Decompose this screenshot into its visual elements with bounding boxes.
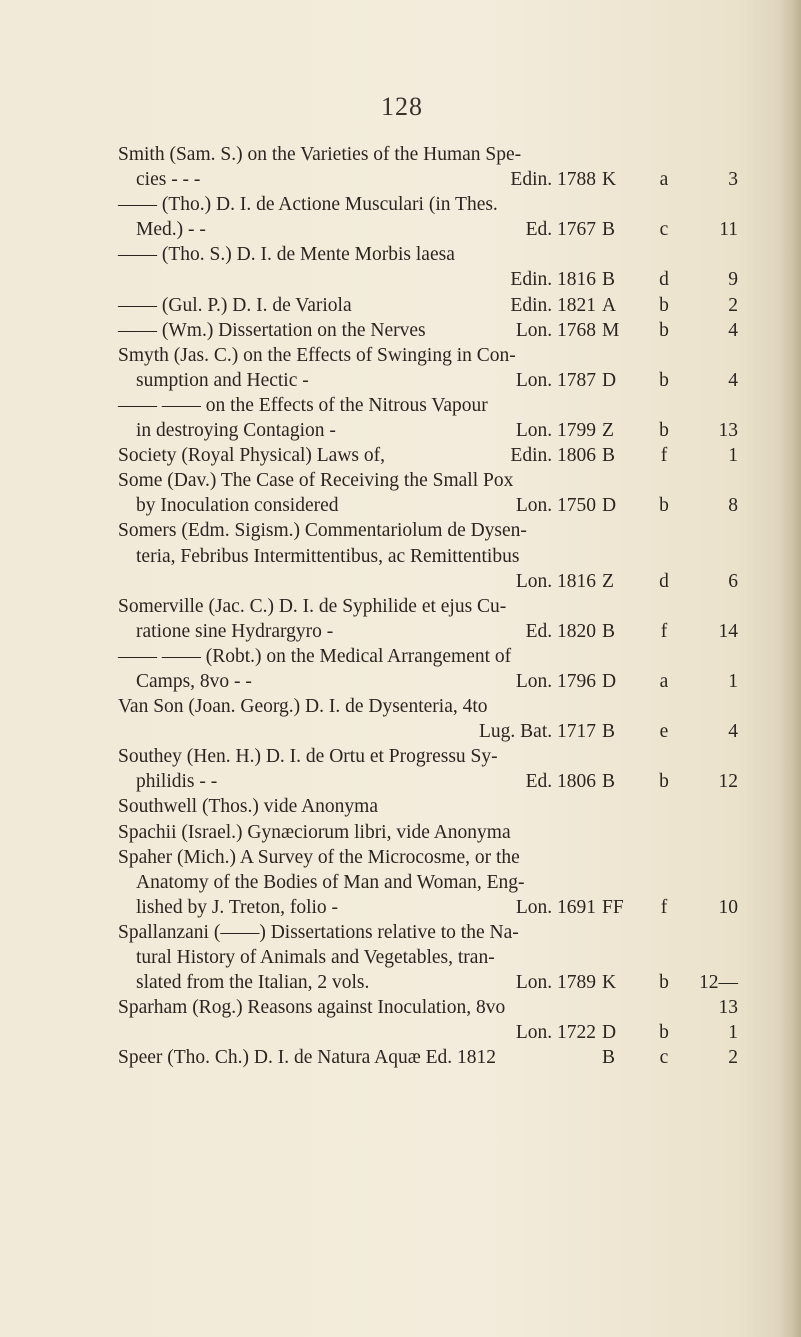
entry-line [118,694,596,719]
entry-text: Spallanzani (——) Dissertations relative to the Na- [118,921,519,943]
shelf-shelf: b [659,1022,669,1044]
entry-text: Somerville (Jac. C.) D. I. de Syphilide et ejus Cu- [118,595,507,617]
page-number: 128 [381,92,423,121]
shelf-shelf: b [659,420,669,442]
entry-text: Southey (Hen. H.) D. I. de Ortu et Progressu Sy- [118,746,498,768]
catalogue-entry [118,468,738,518]
entry-text: by Inoculation considered [136,495,339,517]
entry-imprint: Edin. 1821 [510,294,596,316]
shelf-number: 8 [728,495,738,517]
shelf-number: 1 [728,1022,738,1044]
entry-line [118,393,596,418]
shelf-number: 11 [719,219,738,241]
entry-text: Somers (Edm. Sigism.) Commentariolum de Dysen- [118,520,527,542]
catalogue-entry [118,794,738,819]
entry-line [118,594,596,619]
shelf-shelf: d [659,269,669,291]
shelf-mark [602,970,738,1019]
catalogue-entry [118,694,738,744]
entry-text: philidis - - [136,771,218,793]
entry-imprint: Ed. 1820 [525,620,596,642]
entry-text: Camps, 8vo - - [136,670,252,692]
entry-line [118,769,596,794]
entry-line [118,293,596,318]
shelf-shelf: b [659,771,669,793]
shelf-mark [602,167,738,192]
catalogue-entry [118,644,738,694]
entry-line [118,142,596,167]
entry-line [118,644,596,669]
entry-text: Southwell (Thos.) vide Anonyma [118,796,378,818]
shelf-press: D [602,495,617,517]
shelf-number: 1 [728,445,738,467]
entry-line [118,468,596,493]
shelf-shelf: c [659,1047,669,1069]
catalogue-entry [118,393,738,443]
entry-text: —— (Wm.) Dissertation on the Nerves [118,319,426,341]
entry-line [118,1045,596,1070]
entry-line [118,518,596,543]
shelf-shelf: b [659,495,669,517]
entry-imprint: Lon. 1768 [515,319,596,341]
catalogue-entry [118,192,738,242]
shelf-shelf: f [660,620,668,642]
shelf-press: B [602,219,616,241]
entry-text: Society (Royal Physical) Laws of, [118,445,385,467]
entry-line [118,895,596,920]
shelf-shelf: c [659,219,669,241]
shelf-mark [602,217,738,242]
shelf-number [686,820,738,845]
shelf-number: 9 [728,269,738,291]
shelf-mark [602,769,738,794]
shelf-press: M [602,319,620,341]
entry-line [118,493,596,518]
shelf-press [602,794,642,819]
entry-line [118,995,596,1020]
entry-text: Speer (Tho. Ch.) D. I. de Natura Aquæ Ed. 1812 [118,1047,497,1069]
entry-text: —— (Gul. P.) D. I. de Variola [118,294,352,316]
shelf-number: 6 [728,570,738,592]
shelf-press: K [602,972,617,994]
shelf-press: FF [602,896,624,918]
entry-imprint: Edin. 1806 [510,445,596,467]
entry-text: Spaher (Mich.) A Survey of the Microcosme, or the [118,846,520,868]
entry-line [118,242,596,267]
shelf-number: 14 [718,620,738,642]
shelf-shelf: f [660,445,668,467]
entry-text: —— (Tho. S.) D. I. de Mente Morbis laesa [118,244,455,266]
shelf-number: 12 [718,771,738,793]
entry-line [118,719,596,744]
entry-line [118,267,596,292]
entry-line [118,945,596,970]
entry-line [118,794,596,819]
shelf-number: 1 [728,670,738,692]
shelf-mark [602,267,738,292]
entry-line [118,920,596,945]
shelf-mark [602,820,738,845]
shelf-mark [602,443,738,468]
catalogue-entry [118,594,738,644]
entry-imprint: Edin. 1788 [510,169,596,191]
catalogue-entry [118,1045,738,1070]
entry-text: Smith (Sam. S.) on the Varieties of the Human Spe- [118,144,522,165]
shelf-press: B [602,445,616,467]
catalogue-entries [118,142,738,1070]
catalogue-entry [118,443,738,468]
shelf-number: 13 [718,420,738,442]
entry-text: Sparham (Rog.) Reasons against Inoculation, 8vo [118,997,506,1019]
entry-text: —— (Tho.) D. I. de Actione Musculari (in Thes. [118,194,498,216]
shelf-press: Z [602,420,614,442]
entry-line [118,544,596,569]
shelf-mark [602,368,738,393]
shelf-number: 2 [728,294,738,316]
entry-line [118,318,596,343]
shelf-press: D [602,1022,617,1044]
catalogue-entry [118,995,738,1045]
shelf-number: 4 [728,721,738,743]
catalogue-entry [118,518,738,593]
shelf-mark [602,895,738,920]
entry-line [118,744,596,769]
shelf-shelf: f [660,896,668,918]
entry-text: teria, Febribus Intermittentibus, ac Remittentibus [136,545,520,567]
entry-text: Spachii (Israel.) Gynæciorum libri, vide Anonyma [118,821,511,843]
entry-line [118,845,596,870]
entry-line [118,970,596,995]
entry-text: Van Son (Joan. Georg.) D. I. de Dysenteria, 4to [118,696,488,718]
entry-imprint: Ed. 1806 [525,771,596,793]
shelf-mark [602,794,738,819]
catalogue-entry [118,242,738,292]
shelf-shelf: a [659,169,669,191]
entry-line [118,343,596,368]
entry-imprint: Lon. 1789 [515,972,596,994]
page-edge-shadow [779,0,801,1337]
shelf-number [686,794,738,819]
shelf-press [602,820,642,845]
catalogue-entry [118,343,738,393]
shelf-press: D [602,670,617,692]
shelf-shelf: b [659,294,669,316]
entry-line [118,870,596,895]
entry-line [118,669,596,694]
entry-text: Some (Dav.) The Case of Receiving the Small Pox [118,470,514,492]
entry-text: Smyth (Jas. C.) on the Effects of Swinging in Con- [118,344,516,366]
catalogue-entry [118,318,738,343]
entry-text: lished by J. Treton, folio - [136,896,339,918]
shelf-number: 4 [728,319,738,341]
shelf-mark [602,418,738,443]
entry-line [118,418,596,443]
entry-imprint: Lug. Bat. 1717 [479,721,596,743]
entry-text: —— —— on the Effects of the Nitrous Vapour [118,394,488,416]
shelf-shelf [647,794,681,819]
shelf-press: B [602,1047,616,1069]
shelf-press: B [602,721,616,743]
shelf-number: 12—13 [699,972,738,1019]
entry-imprint: Edin. 1816 [510,269,596,291]
entry-imprint: Lon. 1799 [515,420,596,442]
entry-line [118,192,596,217]
catalogue-entry [118,142,738,192]
shelf-shelf: b [659,369,669,391]
shelf-press: K [602,169,617,191]
entry-line [118,1020,596,1045]
shelf-mark [602,669,738,694]
entry-text: Med.) - - [136,219,206,241]
shelf-shelf: a [659,670,669,692]
shelf-number: 2 [728,1047,738,1069]
entry-text: cies - - - [136,169,201,191]
entry-text: in destroying Contagion - [136,420,336,442]
entry-imprint: Lon. 1722 [515,1022,596,1044]
catalogue-entry [118,744,738,794]
shelf-number: 4 [728,369,738,391]
entry-text: Anatomy of the Bodies of Man and Woman, Eng- [136,871,525,893]
shelf-mark [602,293,738,318]
catalogue-entry [118,845,738,920]
entry-line [118,167,596,192]
shelf-mark [602,493,738,518]
entry-imprint: Lon. 1816 [515,570,596,592]
entry-line [118,569,596,594]
entry-line [118,619,596,644]
entry-imprint: Lon. 1691 [515,896,596,918]
entry-imprint: Lon. 1787 [515,369,596,391]
entry-text: ratione sine Hydrargyro - [136,620,334,642]
entry-text: tural History of Animals and Vegetables, tran- [136,947,495,968]
shelf-mark [602,1045,738,1070]
entry-text: sumption and Hectic - [136,369,309,391]
entry-imprint: Lon. 1750 [515,495,596,517]
entry-text: slated from the Italian, 2 vols. [136,972,370,994]
shelf-press: Z [602,570,614,592]
shelf-number: 10 [718,896,738,918]
catalogue-entry [118,820,738,845]
entry-line [118,217,596,242]
entry-line [118,820,596,845]
shelf-shelf [647,820,681,845]
entry-text: —— —— (Robt.) on the Medical Arrangement of [118,645,512,667]
shelf-mark [602,719,738,744]
shelf-shelf: e [659,721,669,743]
shelf-mark [602,569,738,594]
entry-imprint: Lon. 1796 [515,670,596,692]
shelf-press: D [602,369,617,391]
shelf-shelf: b [659,972,669,994]
shelf-shelf: b [659,319,669,341]
shelf-mark [602,318,738,343]
entry-imprint: Ed. 1767 [525,219,596,241]
entry-line [118,368,596,393]
shelf-press: A [602,294,617,316]
entry-line [118,443,596,468]
shelf-mark [602,1020,738,1045]
shelf-press: B [602,269,616,291]
catalogue-entry [118,293,738,318]
shelf-mark [602,619,738,644]
shelf-press: B [602,620,616,642]
shelf-number: 3 [728,169,738,191]
shelf-shelf: d [659,570,669,592]
shelf-press: B [602,771,616,793]
